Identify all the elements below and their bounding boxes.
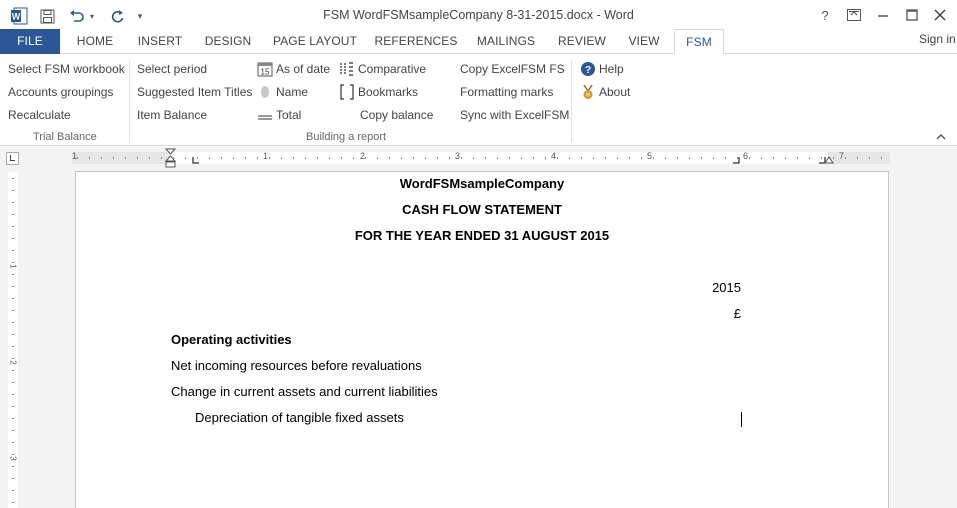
- ruler-tick: [593, 157, 594, 159]
- ruler-tick: [12, 226, 14, 227]
- ruler-tick: [449, 157, 450, 159]
- ruler-number: 6: [743, 151, 749, 161]
- as-of-date-button[interactable]: [257, 61, 330, 77]
- help-circle-icon: [580, 61, 596, 77]
- ruler-tick: [12, 418, 14, 419]
- text-cursor: [741, 412, 742, 427]
- ruler-tick: [12, 490, 14, 491]
- ruler-tick: [557, 157, 558, 159]
- ruler-tick: [305, 157, 306, 159]
- ruler-tick: [761, 157, 762, 159]
- ruler-tick: [845, 157, 846, 159]
- ruler-tick: [269, 157, 270, 159]
- ruler-number: 7: [839, 151, 845, 161]
- ruler-tick: [797, 157, 798, 159]
- tab-page-layout[interactable]: PAGE LAYOUT: [272, 34, 357, 48]
- ruler-tick: [701, 157, 702, 159]
- ruler-tick: [881, 157, 882, 159]
- select-period-button[interactable]: Select period: [137, 62, 208, 76]
- ruler-number: 3: [8, 456, 18, 461]
- collapse-ribbon-icon[interactable]: [936, 131, 948, 143]
- bookmarks-button[interactable]: [339, 84, 418, 100]
- ruler-tick: [89, 157, 90, 159]
- group-label-building-a-report: Building a report: [306, 131, 387, 143]
- tab-view[interactable]: VIEW: [628, 34, 660, 48]
- indent-marker-icon[interactable]: [165, 148, 176, 168]
- ruler-tick: [389, 157, 390, 159]
- ruler-tick: [209, 157, 210, 159]
- ruler-tick: [857, 157, 858, 159]
- ruler-tick: [113, 157, 114, 159]
- tab-references[interactable]: REFERENCES: [374, 34, 458, 48]
- ruler-tick: [12, 478, 14, 479]
- ruler-tick: [12, 346, 14, 347]
- ruler-tick: [377, 157, 378, 159]
- ruler-tick: [149, 157, 150, 159]
- ruler-tick: [497, 157, 498, 159]
- ruler-tick: [413, 157, 414, 159]
- help-button[interactable]: ?: [821, 7, 829, 23]
- as-of-date-label: As of date: [276, 62, 331, 76]
- help-label: Help: [599, 62, 624, 76]
- line-item: Depreciation of tangible fixed assets: [195, 410, 404, 425]
- ruler-tick: [317, 157, 318, 159]
- ruler-tick: [12, 322, 14, 323]
- ruler-tick: [641, 157, 642, 159]
- period-heading: FOR THE YEAR ENDED 31 AUGUST 2015: [354, 228, 610, 243]
- ruler-tick: [12, 298, 14, 299]
- company-name: WordFSMsampleCompany: [399, 176, 565, 191]
- ruler-tick: [521, 157, 522, 159]
- customize-toolbar-icon[interactable]: ▾: [137, 10, 143, 21]
- ruler-tick: [281, 157, 282, 159]
- ruler-number: 1: [8, 264, 18, 269]
- ruler-tick: [12, 178, 14, 179]
- tab-design[interactable]: DESIGN: [204, 34, 252, 48]
- calendar-icon: [257, 61, 273, 77]
- sign-in-link[interactable]: Sign in: [919, 32, 956, 46]
- ruler-number: 4: [551, 151, 557, 161]
- group-label-trial-balance: Trial Balance: [33, 131, 97, 143]
- ruler-number: 5: [647, 151, 653, 161]
- ruler-tick: [725, 157, 726, 159]
- ruler-tick: [137, 157, 138, 159]
- ruler-tick: [197, 157, 198, 159]
- close-button[interactable]: [926, 4, 954, 26]
- total-underline-icon: [257, 107, 273, 123]
- ruler-tick: [581, 157, 582, 159]
- tab-file[interactable]: FILE: [0, 29, 60, 54]
- ruler-number: 2: [360, 151, 366, 161]
- ruler-tick: [365, 157, 366, 159]
- horizontal-ruler[interactable]: [72, 152, 890, 164]
- ruler-tick: [737, 157, 738, 159]
- formatting-marks-button[interactable]: Formatting marks: [460, 85, 554, 99]
- ruler-tick: [869, 157, 870, 159]
- ruler-number: 1: [72, 151, 78, 161]
- comparative-icon: [339, 61, 355, 77]
- ruler-tick: [749, 157, 750, 159]
- ruler-tick: [77, 157, 78, 159]
- svg-text:?: ?: [584, 65, 592, 76]
- select-fsm-workbook-button[interactable]: Select FSM workbook: [8, 62, 125, 76]
- ruler-tick: [12, 214, 14, 215]
- ruler-tick: [161, 157, 162, 159]
- ruler-tick: [629, 157, 630, 159]
- bookmarks-label: Bookmarks: [358, 85, 419, 99]
- group-separator: [571, 60, 572, 142]
- ruler-tick: [689, 157, 690, 159]
- tab-selector-icon[interactable]: [6, 152, 19, 165]
- left-tab-stop-icon[interactable]: [192, 157, 200, 165]
- year-column-header: 2015: [712, 280, 741, 295]
- ruler-tick: [245, 157, 246, 159]
- maximize-button[interactable]: [898, 4, 926, 26]
- ruler-number: 1: [263, 151, 269, 161]
- ruler-number: 3: [455, 151, 461, 161]
- recalculate-button[interactable]: Recalculate: [8, 108, 71, 122]
- ruler-tick: [509, 157, 510, 159]
- ruler-tick: [437, 157, 438, 159]
- ruler-tick: [713, 157, 714, 159]
- ruler-tick: [12, 190, 14, 191]
- ruler-number: 2: [8, 360, 18, 365]
- ruler-tick: [12, 382, 14, 383]
- svg-text:15: 15: [260, 67, 270, 77]
- right-indent-marker-icon[interactable]: [824, 154, 834, 164]
- line-item: Change in current assets and current liabilities: [171, 384, 438, 399]
- suggested-item-titles-button[interactable]: Suggested Item Titles: [137, 85, 253, 99]
- ruler-tick: [653, 157, 654, 159]
- ruler-tick: [221, 157, 222, 159]
- right-tab-stop-icon[interactable]: [732, 157, 740, 165]
- bookmarks-bracket-icon: [339, 84, 355, 100]
- medal-icon: [580, 84, 596, 100]
- ruler-tick: [185, 157, 186, 159]
- ruler-tick: [12, 454, 14, 455]
- currency-symbol: £: [733, 306, 741, 321]
- ruler-tick: [12, 442, 14, 443]
- ruler-tick: [233, 157, 234, 159]
- name-label: Name: [276, 85, 309, 99]
- ruler-tick: [353, 157, 354, 159]
- ruler-tick: [461, 157, 462, 159]
- ruler-tick: [12, 262, 14, 263]
- accounts-groupings-button[interactable]: Accounts groupings: [8, 85, 114, 99]
- ruler-tick: [785, 157, 786, 159]
- ruler-tick: [533, 157, 534, 159]
- ruler-tick: [773, 157, 774, 159]
- ruler-tick: [401, 157, 402, 159]
- ruler-tick: [12, 394, 14, 395]
- line-item: Net incoming resources before revaluations: [171, 358, 422, 373]
- ruler-tick: [12, 430, 14, 431]
- total-label: Total: [276, 108, 302, 122]
- comparative-button[interactable]: [339, 61, 426, 77]
- copy-excelfsm-fs-button[interactable]: Copy ExcelFSM FS: [460, 62, 565, 76]
- ruler-tick: [12, 274, 14, 275]
- vertical-ruler[interactable]: [8, 172, 18, 508]
- ruler-tick: [665, 157, 666, 159]
- copy-balance-button[interactable]: Copy balance: [360, 108, 434, 122]
- statement-title: CASH FLOW STATEMENT: [402, 202, 562, 217]
- ruler-tick: [473, 157, 474, 159]
- ruler-tick: [605, 157, 606, 159]
- ruler-tick: [12, 310, 14, 311]
- sync-with-excelfsm-button[interactable]: Sync with ExcelFSM: [460, 108, 570, 122]
- ruler-tick: [485, 157, 486, 159]
- ruler-tick: [569, 157, 570, 159]
- tab-review[interactable]: REVIEW: [558, 34, 606, 48]
- name-button[interactable]: [257, 84, 308, 100]
- comparative-label: Comparative: [358, 62, 427, 76]
- document-area: [0, 147, 957, 508]
- ruler-tick: [617, 157, 618, 159]
- ruler-tick: [173, 157, 174, 159]
- ruler-tick: [809, 157, 810, 159]
- tab-insert[interactable]: INSERT: [137, 34, 183, 48]
- svg-text:W: W: [11, 11, 21, 22]
- document-page[interactable]: [75, 171, 889, 508]
- ruler-tick: [12, 358, 14, 359]
- minimize-button[interactable]: [869, 4, 897, 26]
- ribbon-display-options-icon[interactable]: [840, 4, 868, 26]
- help-ribbon-button[interactable]: [580, 61, 624, 77]
- tab-fsm[interactable]: FSM: [674, 29, 724, 55]
- ribbon-tabs: [0, 29, 957, 54]
- name-icon: [257, 84, 273, 100]
- section-heading: Operating activities: [171, 332, 292, 347]
- ruler-tick: [12, 286, 14, 287]
- ruler-tick: [125, 157, 126, 159]
- undo-dropdown-icon[interactable]: ▾: [89, 11, 94, 21]
- ruler-tick: [12, 250, 14, 251]
- title-bar: [0, 0, 957, 30]
- ruler-tick: [329, 157, 330, 159]
- group-separator: [129, 60, 130, 142]
- about-label: About: [599, 85, 631, 99]
- ruler-tick: [821, 157, 822, 159]
- ribbon-fsm: [0, 54, 957, 146]
- ruler-tick: [12, 502, 14, 503]
- ruler-tick: [677, 157, 678, 159]
- window-title: FSM WordFSMsampleCompany 8-31-2015.docx - Word: [323, 8, 634, 22]
- ruler-tick: [425, 157, 426, 159]
- item-balance-button[interactable]: Item Balance: [137, 108, 208, 122]
- ruler-tick: [12, 406, 14, 407]
- ruler-tick: [293, 157, 294, 159]
- total-button[interactable]: [257, 107, 301, 123]
- ruler-tick: [341, 157, 342, 159]
- ruler-tick: [257, 157, 258, 159]
- about-button[interactable]: [580, 84, 630, 100]
- ruler-tick: [12, 202, 14, 203]
- tab-mailings[interactable]: MAILINGS: [476, 34, 536, 48]
- ruler-tick: [12, 370, 14, 371]
- ruler-tick: [12, 334, 14, 335]
- ruler-tick: [12, 466, 14, 467]
- ruler-tick: [12, 238, 14, 239]
- tab-home[interactable]: HOME: [76, 34, 114, 48]
- ruler-tick: [101, 157, 102, 159]
- ruler-tick: [545, 157, 546, 159]
- ruler-tick: [833, 157, 834, 159]
